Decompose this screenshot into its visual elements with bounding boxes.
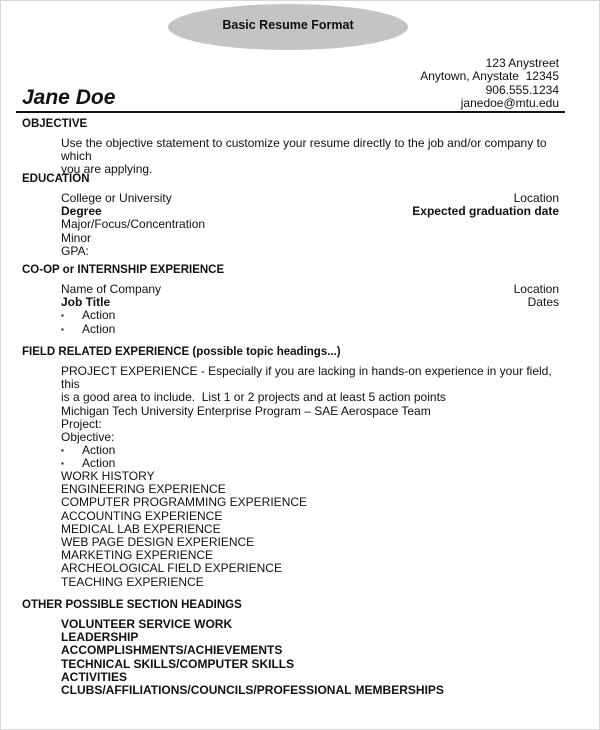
topic: WEB PAGE DESIGN EXPERIENCE [61, 535, 255, 550]
heading-item: CLUBS/AFFILIATIONS/COUNCILS/PROFESSIONAL MEMBERSHIPS [61, 683, 444, 698]
candidate-name: Jane Doe [22, 86, 116, 109]
bullet-icon: ▪ [61, 324, 64, 334]
heading-item: VOLUNTEER SERVICE WORK [61, 617, 233, 631]
education-heading: EDUCATION [22, 173, 90, 185]
heading-item: LEADERSHIP [61, 630, 139, 645]
text-line: Use the objective statement to customize your resume directly to the job and/or company to which [61, 136, 547, 164]
topic: MEDICAL LAB EXPERIENCE [61, 521, 221, 536]
contact-block [420, 57, 559, 111]
text-line: PROJECT EXPERIENCE - Especially if you are lacking in hands-on experience in your field, this [61, 364, 552, 392]
field-block [61, 365, 559, 471]
coop-block [61, 283, 559, 336]
education-block [61, 192, 559, 258]
topic: TEACHING EXPERIENCE [61, 574, 204, 589]
degree: Degree [61, 204, 102, 219]
objective-text [61, 137, 559, 177]
action: Action [82, 456, 116, 471]
text-line: you are applying. [61, 162, 153, 177]
phone: 906.555.1234 [485, 82, 559, 97]
graduation-date: Expected graduation date [412, 204, 559, 219]
objective-heading: OBJECTIVE [22, 118, 88, 130]
text-line: Michigan Tech University Enterprise Program – SAE Aerospace Team [61, 403, 431, 418]
topic: WORK HISTORY [61, 469, 155, 483]
action: Action [82, 321, 116, 336]
company-location: Location [513, 282, 559, 296]
school-location: Location [513, 191, 559, 205]
topic: ENGINEERING EXPERIENCE [61, 482, 226, 497]
bullet-icon: ▪ [61, 311, 64, 321]
other-heading: OTHER POSSIBLE SECTION HEADINGS [22, 599, 242, 611]
minor: Minor [61, 230, 92, 245]
dates: Dates [527, 295, 559, 310]
heading-item: TECHNICAL SKILLS/COMPUTER SKILLS [61, 656, 295, 671]
text-line: is a good area to include. List 1 or 2 projects and at least 5 action points [61, 390, 446, 405]
action: Action [82, 443, 116, 458]
email: janedoe@mtu.edu [460, 96, 559, 111]
school: College or University [61, 191, 172, 205]
bullet-icon: ▪ [61, 446, 64, 456]
document-title: Basic Resume Format [222, 18, 354, 32]
street: 123 Anystreet [485, 56, 559, 70]
header-divider [16, 111, 565, 113]
action: Action [82, 308, 116, 323]
field-heading: FIELD RELATED EXPERIENCE (possible topic headings...) [22, 346, 341, 358]
text-line: Project: [61, 416, 102, 431]
other-list [61, 618, 559, 697]
topic: ARCHEOLOGICAL FIELD EXPERIENCE [61, 561, 282, 576]
bullet-icon: ▪ [61, 459, 64, 469]
city: Anytown, Anystate 12345 [420, 69, 559, 84]
job-title: Job Title [61, 295, 111, 310]
company: Name of Company [61, 282, 162, 296]
coop-heading: CO-OP or INTERNSHIP EXPERIENCE [22, 264, 225, 276]
topic: ACCOUNTING EXPERIENCE [61, 508, 223, 523]
gpa: GPA: [61, 243, 89, 258]
heading-item: ACCOMPLISHMENTS/ACHIEVEMENTS [61, 643, 283, 658]
topic-list [61, 470, 559, 589]
text-line: Objective: [61, 430, 115, 445]
heading-item: ACTIVITIES [61, 669, 128, 684]
topic: MARKETING EXPERIENCE [61, 548, 214, 563]
topic: COMPUTER PROGRAMMING EXPERIENCE [61, 495, 308, 510]
major: Major/Focus/Concentration [61, 217, 206, 232]
